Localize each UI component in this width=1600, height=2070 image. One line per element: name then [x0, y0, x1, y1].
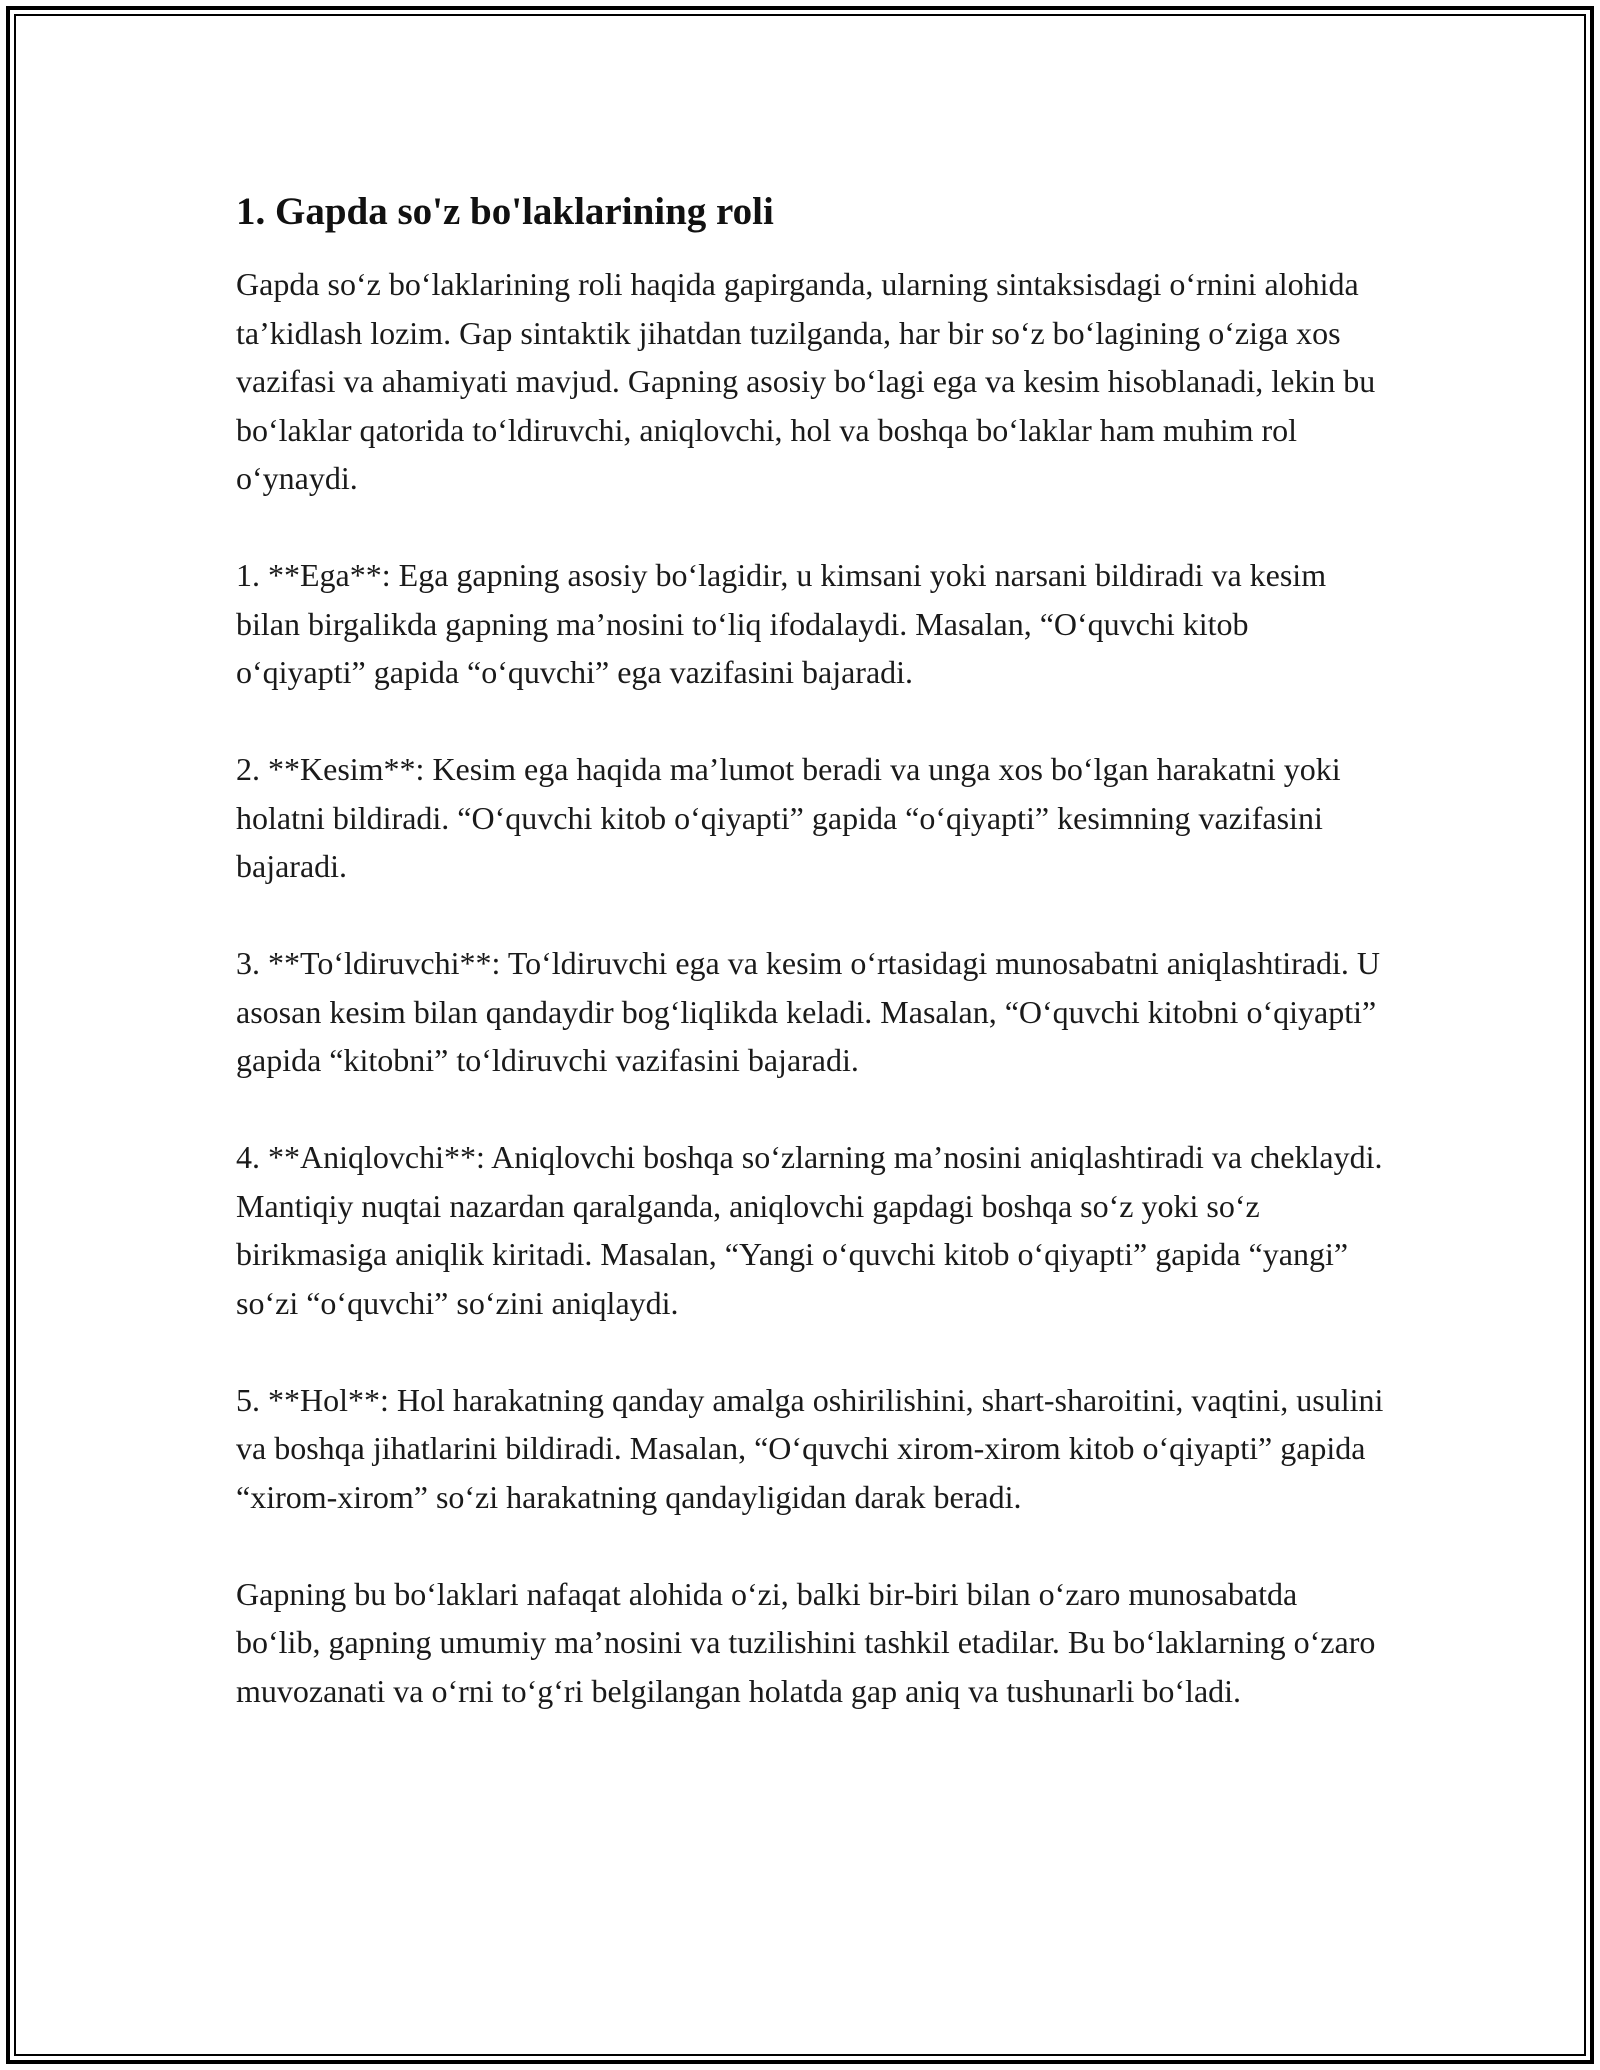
paragraph-hol: 5. **Hol**: Hol harakatning qanday amalga oshirilishini, shart-sharoitini, vaqtini, usulini va boshqa jihatlarini bildiradi. Masalan, “O‘quvchi xirom-xirom kitob o‘qiyapti” gapida “xirom-xirom” so‘zi harakatning qandayligidan darak beradi.: [236, 1381, 1384, 1515]
paragraph-toldiruvchi: 3. **To‘ldiruvchi**: To‘ldiruvchi ega va kesim o‘rtasidagi munosabatni aniqlashtiradi. U asosan kesim bilan qandaydir bog‘liqlikda keladi. Masalan, “O‘quvchi kitobni o‘qiyapti” gapida “kitobni” to‘ldiruvchi vazifasini bajaradi.: [236, 945, 1381, 1078]
document-body: [236, 186, 1386, 1764]
document-title: 1. Gapda so'z bo'laklarining roli: [236, 190, 774, 233]
paragraph-intro: Gapda so‘z bo‘laklarining roli haqida gapirganda, ularning sintaksisdagi o‘rnini alohida ta’kidlash lozim. Gap sintaktik jihatdan tuzilganda, har bir so‘z bo‘lagining o‘ziga xos vazifasi va ahamiyati mavjud. Gapning asosiy bo‘lagi ega va kesim hisoblanadi, lekin bu bo‘laklar qatorida to‘ldiruvchi, aniqlovchi, hol va boshqa bo‘laklar ham muhim rol o‘ynaydi.: [236, 266, 1376, 496]
paragraph-aniqlovchi: 4. **Aniqlovchi**: Aniqlovchi boshqa so‘zlarning ma’nosini aniqlashtiradi va cheklaydi. Mantiqiy nuqtai nazardan qaralganda, aniqlovchi gapdagi boshqa so‘z yoki so‘z birikmasiga aniqlik kiritadi. Masalan, “Yangi o‘quvchi kitob o‘qiyapti” gapida “yangi” so‘zi “o‘quvchi” so‘zini aniqlaydi.: [236, 1139, 1383, 1321]
paragraph-kesim: 2. **Kesim**: Kesim ega haqida ma’lumot beradi va unga xos bo‘lgan harakatni yoki holatni bildiradi. “O‘quvchi kitob o‘qiyapti” gapida “o‘qiyapti” kesimning vazifasini bajaradi.: [236, 751, 1341, 884]
paragraph-ega: 1. **Ega**: Ega gapning asosiy bo‘lagidir, u kimsani yoki narsani bildiradi va kesim bilan birgalikda gapning ma’nosini to‘liq ifodalaydi. Masalan, “O‘quvchi kitob o‘qiyapti” gapida “o‘quvchi” ega vazifasini bajaradi.: [236, 557, 1327, 690]
paragraph-conclusion: Gapning bu bo‘laklari nafaqat alohida o‘zi, balki bir-biri bilan o‘zaro munosabatda bo‘lib, gapning umumiy ma’nosini va tuzilishini tashkil etadilar. Bu bo‘laklarning o‘zaro muvozanati va o‘rni to‘g‘ri belgilangan holatda gap aniq va tushunarli bo‘ladi.: [236, 1575, 1376, 1709]
